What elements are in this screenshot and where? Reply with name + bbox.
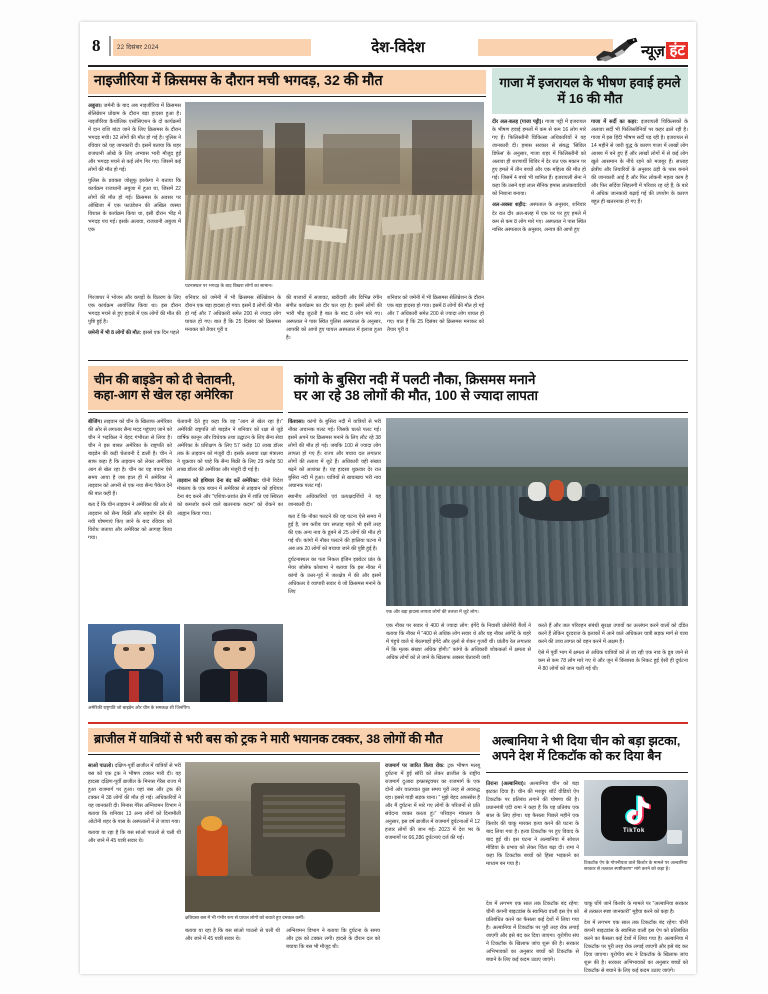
brazil-col2-p1: अग्निशमन विभाग ने बताया कि दुर्घटना के समय और ट्रक को टक्कर लगी। हादसे के दौरान दल को बचाया कि बस भी मौजूद थी।	[286, 928, 380, 951]
brazil-col-4	[185, 927, 280, 946]
brazil-col1-p2: बताया या रहा है कि बस सांओ पाउलो से चली थी और जाने में 45 यात्री सवार थे।	[88, 830, 181, 845]
china-photo-caption: अमेरिकी राष्ट्रपति जो बाइडेन और चीन के समकक्ष शी जिनपिंग।	[88, 705, 191, 710]
albania-col-1	[486, 780, 579, 872]
congo-headline-line1: कांगो के बुसिरा नदी में पलटी नौका, क्रिसमस मनाने	[294, 371, 536, 387]
brazil-col-3	[385, 762, 480, 845]
xi-photo	[184, 624, 283, 702]
gaza-col-1	[492, 118, 586, 237]
brazil-col-1	[88, 762, 181, 848]
tiktok-photo-caption: टिकटॉक ऐप के गोपनीयता वाले किशोर के मामले पर अल्बानिया सरकार से तत्काल स्पष्टीकरण" मांगे करने को कहा है।	[584, 860, 688, 871]
china-col1-p2: बता दें कि चीन ताइवान ने अमेरिका की ओर से ताइवान को सैन्य बिक्री और सहयोग देने की नयी घोषणाएं किए जाने के बाद रविवार को विरोध जताया और अमेरिका को आगाह किया गया।	[88, 502, 172, 541]
nigeria-col-4	[286, 294, 382, 345]
nigeria-col2-p1: गिरजाघर ने भोजन और कपड़ों के वितरण के लिए एक कार्यक्रम आयोजित किया था। इस दौरान भगदड़ मचने से हुए हादसे में एक लोगों की मौत की पुष्टि हुई है।	[88, 295, 181, 326]
china-col1-p1: बीजिंग। ताइवान को चीन के खिलाफ अमेरिका की ओर से लगातार सैन्य मदद पहुंचाए जाने को चीन ने भड़किल ने बेहद गंभीरता से लिया है। चीन ने इस बाबत अमेरिका के राष्ट्रपति को बाइडेन की कड़ी चेतावनी दे डाली है। चीन ने साफ कहा है कि ताइवान को लेकर अमेरिका आग से खेल रहा है। चीन का यह बयान ऐसे समय आया है जब हाल ही में अमेरिका ने ताइवान को अपनी से एक नया सैन्य पैकेज देने की बात कही है।	[88, 419, 172, 498]
masthead	[88, 32, 688, 66]
nigeria-col1-p1: अबुजा। जमेनी के बाद अब नाइजीरिया में क्रिसमस सेलिब्रेशन प्रोग्राम के दौरान बड़ा हादसा हुआ है। नाइजीरिया कैथोलिक एसोसिएशन के दो कार्यक्रमों में दान राशि बांटा जाने के लिए क्रिसमस के दौरान भगदड़ मची। 32 लोगों की मौत हो गई है। पुलिस ने रविवार को यह जानकारी दी। इसमें बताया कि शहर राजधानी ओखे के लिए अभ्यास भारी मौजूद हुई और भगदड़ मचने से कई लोग गिर गए। जिसमें कई लोगों की मौत हो गई।	[88, 103, 181, 174]
publication-date: 22 दिसंबर 2024	[117, 44, 159, 51]
congo-photo-caption: एक और बड़ा हादसा लापता लोगों की तलाश में जुटे लोग।	[386, 609, 479, 614]
gaza-col1-p1: दीर अल-बलह (गाजा पट्टी)। गाजा पट्टी में इजरायल के भीषण हवाई हमलों में कम से कम 16 लोग मारे गए हैं। फिलिस्तीनी चिकित्सा अधिकारियों ने यह जानकारी दी। हमास सरकार से संबद्ध 'सिविल डिफेंस' के अनुसार, गाजा शहर में फिलिस्तीनी को अलावा ही शरणार्थी शिविर में देर रात एक मकान पर हुए हमले में तीन बच्चों और एक महिला की मौत हो गई। जिसमें 4 बच्चे भी शामिल हैं। इजरायली सेना ने कहा कि उसने यहां लाल सैनिक हमास आतंकवादियों को निशाना बनाया।	[492, 119, 586, 198]
brazil-col-2	[286, 927, 380, 954]
china-headline-line1: चीन की बाइडेन को दी चेतावनी,	[94, 372, 236, 387]
congo-col1-p3: बता दें कि नौका पलटने की यह घटना ऐसे समय में हुई है, जब करीब चार सप्ताह पहले भी इसी तरह की एक अन्य नाव के डूबने से 25 लोगों की मौत हो गई थी। कांगो में नौका पलटने की हालिया घटना में अब तक 20 लोगों को बचाया जाने की पुष्टि हुई है।	[288, 513, 381, 552]
brand-accent-word: हंट	[666, 42, 688, 59]
congo-col3-p1: करते हैं और जल परिवहन संबंधी सुरक्षा उपायों का उल्लंघन करने वालों को दंडित करने हैं लेकिन दूरदराज के इलाकों में आने वाले अधिकतर यात्री सड़क मार्ग से यात्रा करने की उच्च लागत को वहन करने में अक्षम हैं।	[538, 623, 688, 646]
gaza-col1-p2: अल-अक्सा शहीद: अस्पताल के अनुसार, शनिवार देर रात दीर अल-बलह में एक घर पर हुए हमले में कम से कम 8 लोग मारे गए। अस्पताल ने पास स्थित नासिर अस्पताल के अनुसार, अन्यत्र की आपो हुए	[492, 202, 586, 233]
newspaper-sheet	[80, 22, 696, 974]
masthead-rule	[88, 65, 688, 67]
brazil-photo	[185, 762, 380, 912]
gaza-headline-band	[492, 68, 688, 114]
congo-col3-p2: ऐसे में पूर्वी भाग में क्षमता से अधिक यात्रियों को ले जा रही एक नाव के डूब जाने से कम से कम 78 लोग मारे गए थे और जून में किंशासा के निकट हुई ऐसी ही दुर्घटना में 80 लोगों को जान चली गई थी।	[538, 650, 688, 673]
nigeria-col5-p1: शनिवार को जमेनी में भी क्रिसमस सेलिब्रेशन के दौरान एक बड़ा हादसा हो गया। इसमें 8 लोगों की मौत हो गई और 7 अधिकारी समेत 200 से ज्यादा लोग घायल हो गए। बात हैं कि 25 दिसंबर को क्रिसमस मनाकर को तैयार पूरी व	[387, 295, 484, 334]
albania-headline-line2: अपने देश में टिकटॉक को कर दिया बैन	[492, 749, 662, 763]
albania-headline-rule	[486, 772, 688, 773]
page-number-divider	[109, 36, 111, 56]
nigeria-photo-caption: घटनास्थल पर भगदड़ के बाद बिखरा लोगों का सामान।	[185, 283, 273, 288]
albania-col-2	[584, 900, 688, 978]
row2-divider	[88, 722, 688, 724]
page-number: 8	[92, 36, 101, 55]
brazil-col3-p1: राजमार्ग पर जारित किया रोक: ट्रक भीषण मलबू दुर्घटना में हुई सॉरी को लेकर ब्राजील के राष्ट्रीय राजमार्ग दुआरा इन्फ्रास्ट्रक्चर का राजमार्ग के एक दोनों ओर यातायात कुछ समय पूरी तरह से अवरुद्ध रहा। इससे गाड़ी सड़क थाना। " मुझे बेहद अफसोस है और मैं दुर्घटना में मारे गए लोगों के परिजनों से प्रति संवेदना व्यक्त करता हूं।" परिवहन मंत्रालय के अनुसार, इस वर्ष ब्राजील में राजमार्ग दुर्घटनाओं में 12 हजार लोगों की जान गई। 2023 में देश भर के राजमार्गों पर 66,286 दुर्घटनाएं दर्ज की गई।	[385, 763, 480, 842]
albania-col3-p1: देश में लगभग एक साल तक टिकटॉक बंद रहेगा: चीनी कंपनी बाइटडांस के स्वामित्व वाली इस ऐप को प्रतिबंधित करने का फैसला कई देशों में लिया गया है। अल्बानिया में टिकटॉक पर पूरी तरह रोक लगाई जाएगी और इसे बंद कर दिया जाएगा। यूरोपीय संघ ने टिकटॉक के खिलाफ जांच शुरू की है। सरकार अभिभावकों का अनुसार बच्चों को टिकटॉक से बचाने के लिए कई कदम उठाए जाएंगे।	[486, 901, 579, 964]
tiktok-logo-tile	[601, 786, 668, 841]
china-headline-rule	[88, 412, 283, 413]
nigeria-col4-p1: की बाजारों में सजावट, खरीदारी और विभिन्न रंगीन संगीत कार्यक्रम का दौर चल रहा है। इसमें लोगों की भारी भीड़ जुटती है बात के बाद 8 लोग मारे गए। अस्पताल ने पास स्थित पुलिस अस्पताल के अनुसार, आपकी को आपो हुए घायल अस्पताल में इलाज हुआ है।	[286, 295, 382, 342]
brand-word: न्यूज़	[641, 43, 665, 60]
brazil-headline-rule	[88, 754, 480, 755]
gaza-headline: गाजा में इजरायल के भीषण हवाई हमले में 16 की मौत	[499, 75, 681, 106]
gaza-col2-p1: गाजा में सर्दी का कहर: इजरायली चिकित्सकों के अलावा सर्दी भी फिलिस्तीनियों पर कहर ढाले रही है। गाजा में इस हिंदी भीषण सर्दी पड़ रही है। इजरायल से 14 महीने से जारी युद्ध के कारण गाजा में लाखों लोग आश्रय में बने हुए हैं और लाखों लोगों में से कई लोग खुले आसमान के नीचे रहने को मजबूर हैं। सप्ताह क्षेत्रीय और तियारियों के अनुसार ठंड़ी के पास बनाने की जानकारी आई है और फिर लोकनी महत्व काम है और फिर सर्दिया सिंहलगी में परिवार रह रहे हैं, के बारे में अधिक जानकारी बढ़ाई गई की उपयोग के कारण बहुत ही खतरनाक हो गए हैं।	[591, 119, 688, 206]
nigeria-col2-p2: जमेनी में भी 8 लोगों की मौत: इससे एक दिन पहले	[88, 330, 180, 337]
tiktok-wordmark: TikTok	[623, 827, 645, 834]
nigeria-col-5	[387, 294, 484, 337]
congo-headline-line2: घर आ रहे 38 लोगों की मौत, 100 से ज्यादा लापता	[294, 388, 539, 403]
nigeria-col-1	[88, 102, 181, 237]
brazil-headline-band	[88, 728, 480, 752]
china-col2-p2: ताइवान को हथियार देना बंद करें अमेरिका: चीनी विदेश मंत्रालय के एक बयान में अमेरिका से ताइवान को हथियार देना बंद करने और "एशिया-प्रशांत क्षेत्र में शांति एवं स्थिरता को कमजोर करने वाले खतरनाक कदम" को रोकने का आह्वान किया गया।	[177, 478, 283, 517]
row1-divider	[88, 360, 688, 361]
brazil-col1-p1: साओ पाउलो। दक्षिण-पूर्वी ब्राजील में यात्रियों से भरी बस को एक ट्रक ने भीषण टक्कर मारी दी। यह हादसा दक्षिण-पूर्वी ब्राजील के मिनास गेरैस राज्य में हुआ राजमार्ग पर हुआ। यहां बस और ट्रक की टक्कर में 38 लोगों की मौत हो गई। अधिकारियों ने यह जानकारी दी। मिनास गेरैस अग्निशमन विभाग ने बताया कि शनिवार 13 अन्य लोगों को दिनामौली ओटोनी शहर के पास के अस्पतालों में ले जाया गया।	[88, 763, 181, 826]
congo-headline-rule	[288, 412, 688, 413]
congo-col-1	[288, 418, 381, 599]
congo-col1-p2: स्थानीय अधिकारियों एवं प्रत्यक्षदर्शियों ने यह जानकारी दी।	[288, 494, 381, 509]
nigeria-headline-band	[88, 70, 486, 94]
brazil-col4-p1: बताया या रहा है कि बस सांओ पाउलो से चली थी और जाने में 45 यात्री सवार थे।	[185, 928, 280, 943]
albania-col2-p2: देश में लगभग एक साल तक टिकटॉक बंद रहेगा: चीनी कंपनी बाइटडांस के स्वामित्व वाली इस ऐप को प्रतिबंधित करने का फैसला कई देशों में लिया गया है। अल्बानिया में टिकटॉक पर पूरी तरह रोक लगाई जाएगी और इसे बंद कर दिया जाएगा। यूरोपीय संघ ने टिकटॉक के खिलाफ जांच शुरू की है। सरकार अभिभावकों का अनुसार बच्चों को टिकटॉक से बचाने के लिए कई कदम उठाए जाएंगे।	[584, 920, 688, 975]
albania-col-3	[486, 900, 579, 967]
nigeria-headline: नाइजीरिया में क्रिसमस के दौरान मची भगदड़, 32 की मौत	[94, 73, 383, 90]
congo-col-3	[538, 622, 688, 676]
congo-headline-band	[288, 366, 688, 410]
congo-col1-p1: किंशासा। कांगो के बुसिरा नदी में यात्रियों से भरी नौका अचानक पलट गई। जिसके चलते पलट गई। इसमें अपने घर क्रिसमस मनाने के लिए लौट रहे 38 लोगों की मौत हो गई। जबकि 100 से ज्यादा लोग लापता हो गए हैं। राज्य और बचाव दल लगातार लोगों की तलाश में जुटे हैं। अधिकारी यही संख्या बढ़ने को आशंका है। यह हादसा शुक्रवार देर रात बुसिरा नदी में हुआ। यात्रियों से खचाखच भरी नाव अचानक पलट गई।	[288, 419, 381, 490]
congo-col1-p4: दुर्घटनास्थल का पता निकल इंजिन इक्वेटर प्रांत के मेयर जोसेफ कोशामा ने बताया कि इस नौका में कांगो के उत्तर-पूर्व में जलक्षेत्र में की और इसमें अधिकतर वे व्यापारी सवार थे जो क्रिसमस मनाने के लिए	[288, 556, 381, 595]
congo-col-2	[386, 622, 531, 665]
tiktok-photo	[584, 780, 688, 856]
nigeria-col3-p1: शनिवार को जमेनी में भी क्रिसमस सेलिब्रेशन के दौरान एक बड़ा हादसा हो गया। इसमें 8 लोगों की मौत हो गई और 7 अधिकारी समेत 200 से ज्यादा लोग घायल हो गए। बात हैं कि 25 दिसंबर को क्रिसमस मनाकर को तैयार पूरी व	[185, 295, 281, 334]
brazil-headline: ब्राजील में यात्रियों से भरी बस को ट्रक ने मारी भयानक टक्कर, 38 लोगों की मौत	[94, 732, 443, 747]
section-title: देश-विदेश	[371, 39, 425, 56]
nigeria-col-2	[88, 294, 181, 340]
nigeria-col1-p2: पुलिस के प्रवक्ता जोसुफु इरुकेगा ने बताया कि कार्यक्रम राजधानी अबुजा में हुआ था, जिसमें 22 लोगों की मौत हो गई। क्रिसमस के अवसर पर ओखिजा में एक फाउंडेशन की अखिल व्यस्था विशाल के कार्यक्रम किया था, इसी दौरान भीड़ में भगदड़ पच गई। इसके अलावा, राजधानी अबुजा में एक	[88, 178, 181, 233]
brazil-photo-caption: क्षतिग्रस्त बस में भी गंभीर रूप से घायल लोगों को बचाते हुए दमकल कर्मी।	[185, 915, 305, 920]
china-col-1	[88, 418, 172, 545]
hunting-dog-icon	[593, 36, 639, 64]
albania-col1-p1: तिराना (अल्बानिया)। अल्बानिया चीन को बड़ा झटका दिया है। चीन की मशहूर शॉर्ट वीडियो ऐप टिकटॉक पर प्रतिबंध लगाने की घोषणा की है। प्रधानमंत्री एदी रामा ने कहा है कि यह प्रतिबंध एक साल के लिए होगा। यह फैसला पिछले महीने एक किशोर की चाकू मारकर हत्या करने की घटना के बाद लिया गया है। हत्या टिकटॉक पर हुए विवाद के बाद हुई थी। इस घटना ने अल्बानिया में सोशल मीडिया के प्रभाव को लेकर चिंता बढ़ा दी। रामा ने कहा कि टिकटॉक बच्चों को हिंसा भड़काने का माध्यम बन गया है।	[486, 781, 579, 868]
congo-col2-p1: एक नौका पर सवार थे 400 से ज्यादा लोग: इंगेंदे के निवासी प्रोसेपेरी बैंजों ने बताया कि नौका में "400 से अधिक लोग सवार थे और यह नौका आंगेंदे के शहरे में पंहुचे वाले थे बेरतगाहों इंगेंदे और लुलो से शेकर गुजरी थी। प्रांतीय रेल लगातार में कि मृतक संख्या अधिक होगी।" कांगो के अधिकारी शोककर्ता में क्षमता से अधिक लोगों को ले जाने के खिलाफ अक्सर चेतावनी जारी	[386, 623, 531, 662]
tiktok-note-icon	[613, 793, 654, 827]
china-col2-p1: चेतावनी देते हुए कहा कि वह "आग से खेल रहा है।" अमेरिकी राष्ट्रपति जो बाइडेन ने शनिवार को रक्षा से जुड़े वार्षिक कानून और विधेयक तथा उद्घाटन के लिए सैन्य सेवा अमेरिका के प्रशिक्षण के लिए 57 करोड़ 10 लाख डॉलर तक के ताइवान को मंजूरी दी। इसके अलावा रक्षा मंत्रालय ने शुक्रवार को चाहे कि सैन्य बिक्री के लिए 29 करोड़ 50 लाख डॉलर की अमेरिका और मंजूरी दी गई है।	[177, 419, 283, 474]
nigeria-col-3	[185, 294, 281, 337]
albania-col2-p1: चाकू घोंपे जाने किशोर के मामले पर "अल्बानिया सरकार से तत्काल स्पष्ट जानकारी" मुहैया करने को कहा है।	[584, 901, 688, 916]
albania-headline-band	[486, 728, 688, 770]
china-headline-band	[88, 366, 283, 410]
biden-photo	[88, 624, 180, 702]
china-col-2	[177, 418, 283, 521]
congo-photo	[386, 418, 688, 606]
nigeria-photo	[185, 102, 484, 280]
gaza-col-2	[591, 118, 688, 210]
brand-logo[interactable]	[593, 32, 688, 62]
nigeria-headline-rule	[88, 96, 486, 97]
china-headline-line2: कहा-आग से खेल रहा अमेरिका	[94, 388, 233, 402]
albania-headline-line1: अल्बानिया ने भी दिया चीन को बड़ा झटका,	[492, 733, 681, 748]
